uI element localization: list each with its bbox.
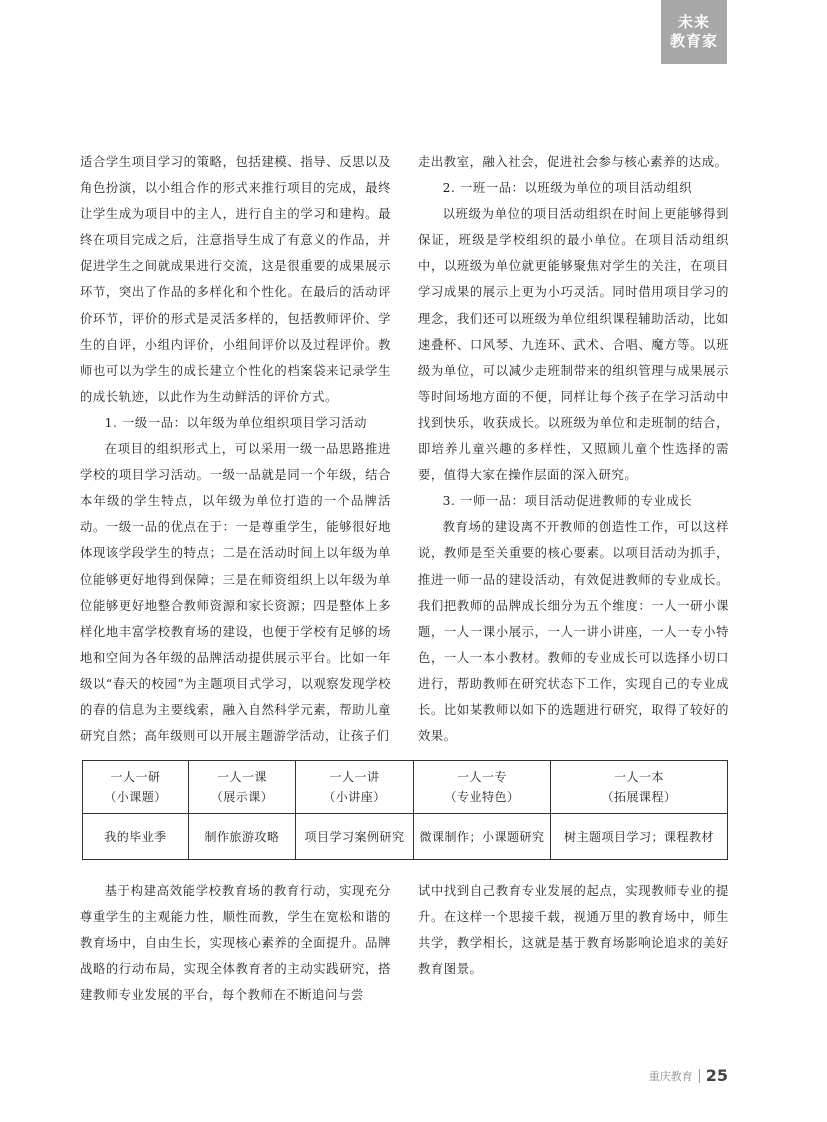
left-column-top	[80, 149, 391, 749]
paragraph: 适合学生项目学习的策略，包括建模、指导、反思以及角色扮演，以小组合作的形式来推行项目的完成，最终让学生成为项目中的主人，进行自主的学习和建构。最终在项目完成之后，注意指导生成了有意义的作品，并促进学生之间就成果进行交流，这是很重要的成果展示环节，突出了作品的多样化和个性化。在最后的活动评价环节，评价的形式是灵活多样的，包括教师评价、学生的自评，小组内评价，小组间评价以及过程评价。教师也可以为学生的成长建立个性化的档案袋来记录学生的成长轨迹，以此作为生动鲜活的评价方式。	[80, 155, 391, 404]
table-header-cell: 一人一研 （小课题）	[83, 761, 189, 814]
table-cell: 项目学习案例研究	[296, 814, 414, 860]
page-number: 25	[705, 1066, 728, 1085]
table-cell: 制作旅游攻略	[189, 814, 296, 860]
page-footer	[649, 1066, 728, 1085]
table-header-cell: 一人一讲 （小讲座）	[296, 761, 414, 814]
footer-divider	[699, 1069, 700, 1083]
table-cell: 树主题项目学习；课程教材	[551, 814, 728, 860]
section-heading-3: 3. 一师一品：项目活动促进教师的专业成长	[442, 494, 693, 509]
table-header-row	[83, 761, 728, 814]
paragraph: 基于构建高效能学校教育场的教育行动，实现充分尊重学生的主观能力性，顺性而教，学生在宽松和谐的教育场中，自由生长，实现核心素养的全面提升。品牌战略的行动布局，实现全体教育者的主动实践研究，搭建教师专业发展的平台，每个教师在不断追问与尝	[80, 884, 391, 1003]
paragraph: 以班级为单位的项目活动组织在时间上更能够得到保证，班级是学校组织的最小单位。在项目活动组织中，以班级为单位就更能够聚焦对学生的关注，在项目学习成果的展示上更为小巧灵活。同时借用项目学习的理念，我们还可以班级为单位组织课程辅助活动，比如速叠杯、口风琴、九连环、武术、合唱、魔方等。以班级为单位，可以减少走班制带来的组织管理与成果展示等时间场地方面的不便，同样让每个孩子在学习活动中找到快乐，收获成长。以班级为单位和走班制的结合，即培养儿童兴趣的多样性，又照顾儿童个性选择的需要，值得大家在操作层面的深入研究。	[418, 207, 729, 483]
table-row	[83, 814, 728, 860]
table-header-cell: 一人一课 （展示课）	[189, 761, 296, 814]
right-column-top	[418, 149, 729, 749]
table-cell: 我的毕业季	[83, 814, 189, 860]
table-header-cell: 一人一专 （专业特色）	[414, 761, 551, 814]
table-header-cell: 一人一本 （拓展课程）	[551, 761, 728, 814]
paragraph: 教育场的建设离不开教师的创造性工作，可以这样说，教师是至关重要的核心要素。以项目活动为抓手，推进一师一品的建设活动，有效促进教师的专业成长。我们把教师的品牌成长细分为五个维度：一人一研小课题，一人一课小展示，一人一讲小讲座，一人一专小特色，一人一本小教材。教师的专业成长可以选择小切口进行，帮助教师在研究状态下工作，实现自己的专业成长。比如某教师以如下的选题进行研究，取得了较好的效果。	[418, 520, 729, 744]
table-cell: 微课制作；小课题研究	[414, 814, 551, 860]
column-tag-line1: 未来	[677, 13, 710, 31]
section-heading-1: 1. 一级一品：以年级为单位组织项目学习活动	[104, 415, 368, 430]
teacher-growth-table	[82, 760, 728, 860]
paragraph: 试中找到自己教育专业发展的起点，实现教师专业的提升。在这样一个思接千载，视通万里的教育场中，师生共学，教学相长，这就是基于教育场影响论追求的美好教育图景。	[418, 884, 729, 977]
paragraph: 在项目的组织形式上，可以采用一级一品思路推进学校的项目学习活动。一级一品就是同一个年级，结合本年级的学生特点，以年级为单位打造的一个品牌活动。一级一品的优点在于：一是尊重学生，能够很好地体现该学段学生的特点；二是在活动时间上以年级为单位能够更好地得到保障；三是在师资组织上以年级为单位能够更好地整合教师资源和家长资源；四是整体上多样化地丰富学校教育场的建设，也便于学校有足够的场地和空间为各年级的品牌活动提供展示平台。比如一年级以“春天的校园”为主题项目式学习，以观察发现学校的春的信息为主要线索，融入自然科学元素，帮助儿童研究自然；高年级则可以开展主题游学活动，让孩子们	[80, 442, 391, 744]
section-heading-2: 2. 一班一品：以班级为单位的项目活动组织	[442, 181, 693, 196]
paragraph: 走出教室，融入社会，促进社会参与核心素养的达成。	[418, 155, 728, 169]
column-tag-line2: 教育家	[669, 32, 718, 50]
right-column-bottom	[418, 878, 729, 982]
column-tag	[661, 0, 727, 64]
magazine-name: 重庆教育	[648, 1069, 693, 1083]
left-column-bottom	[80, 878, 391, 1008]
